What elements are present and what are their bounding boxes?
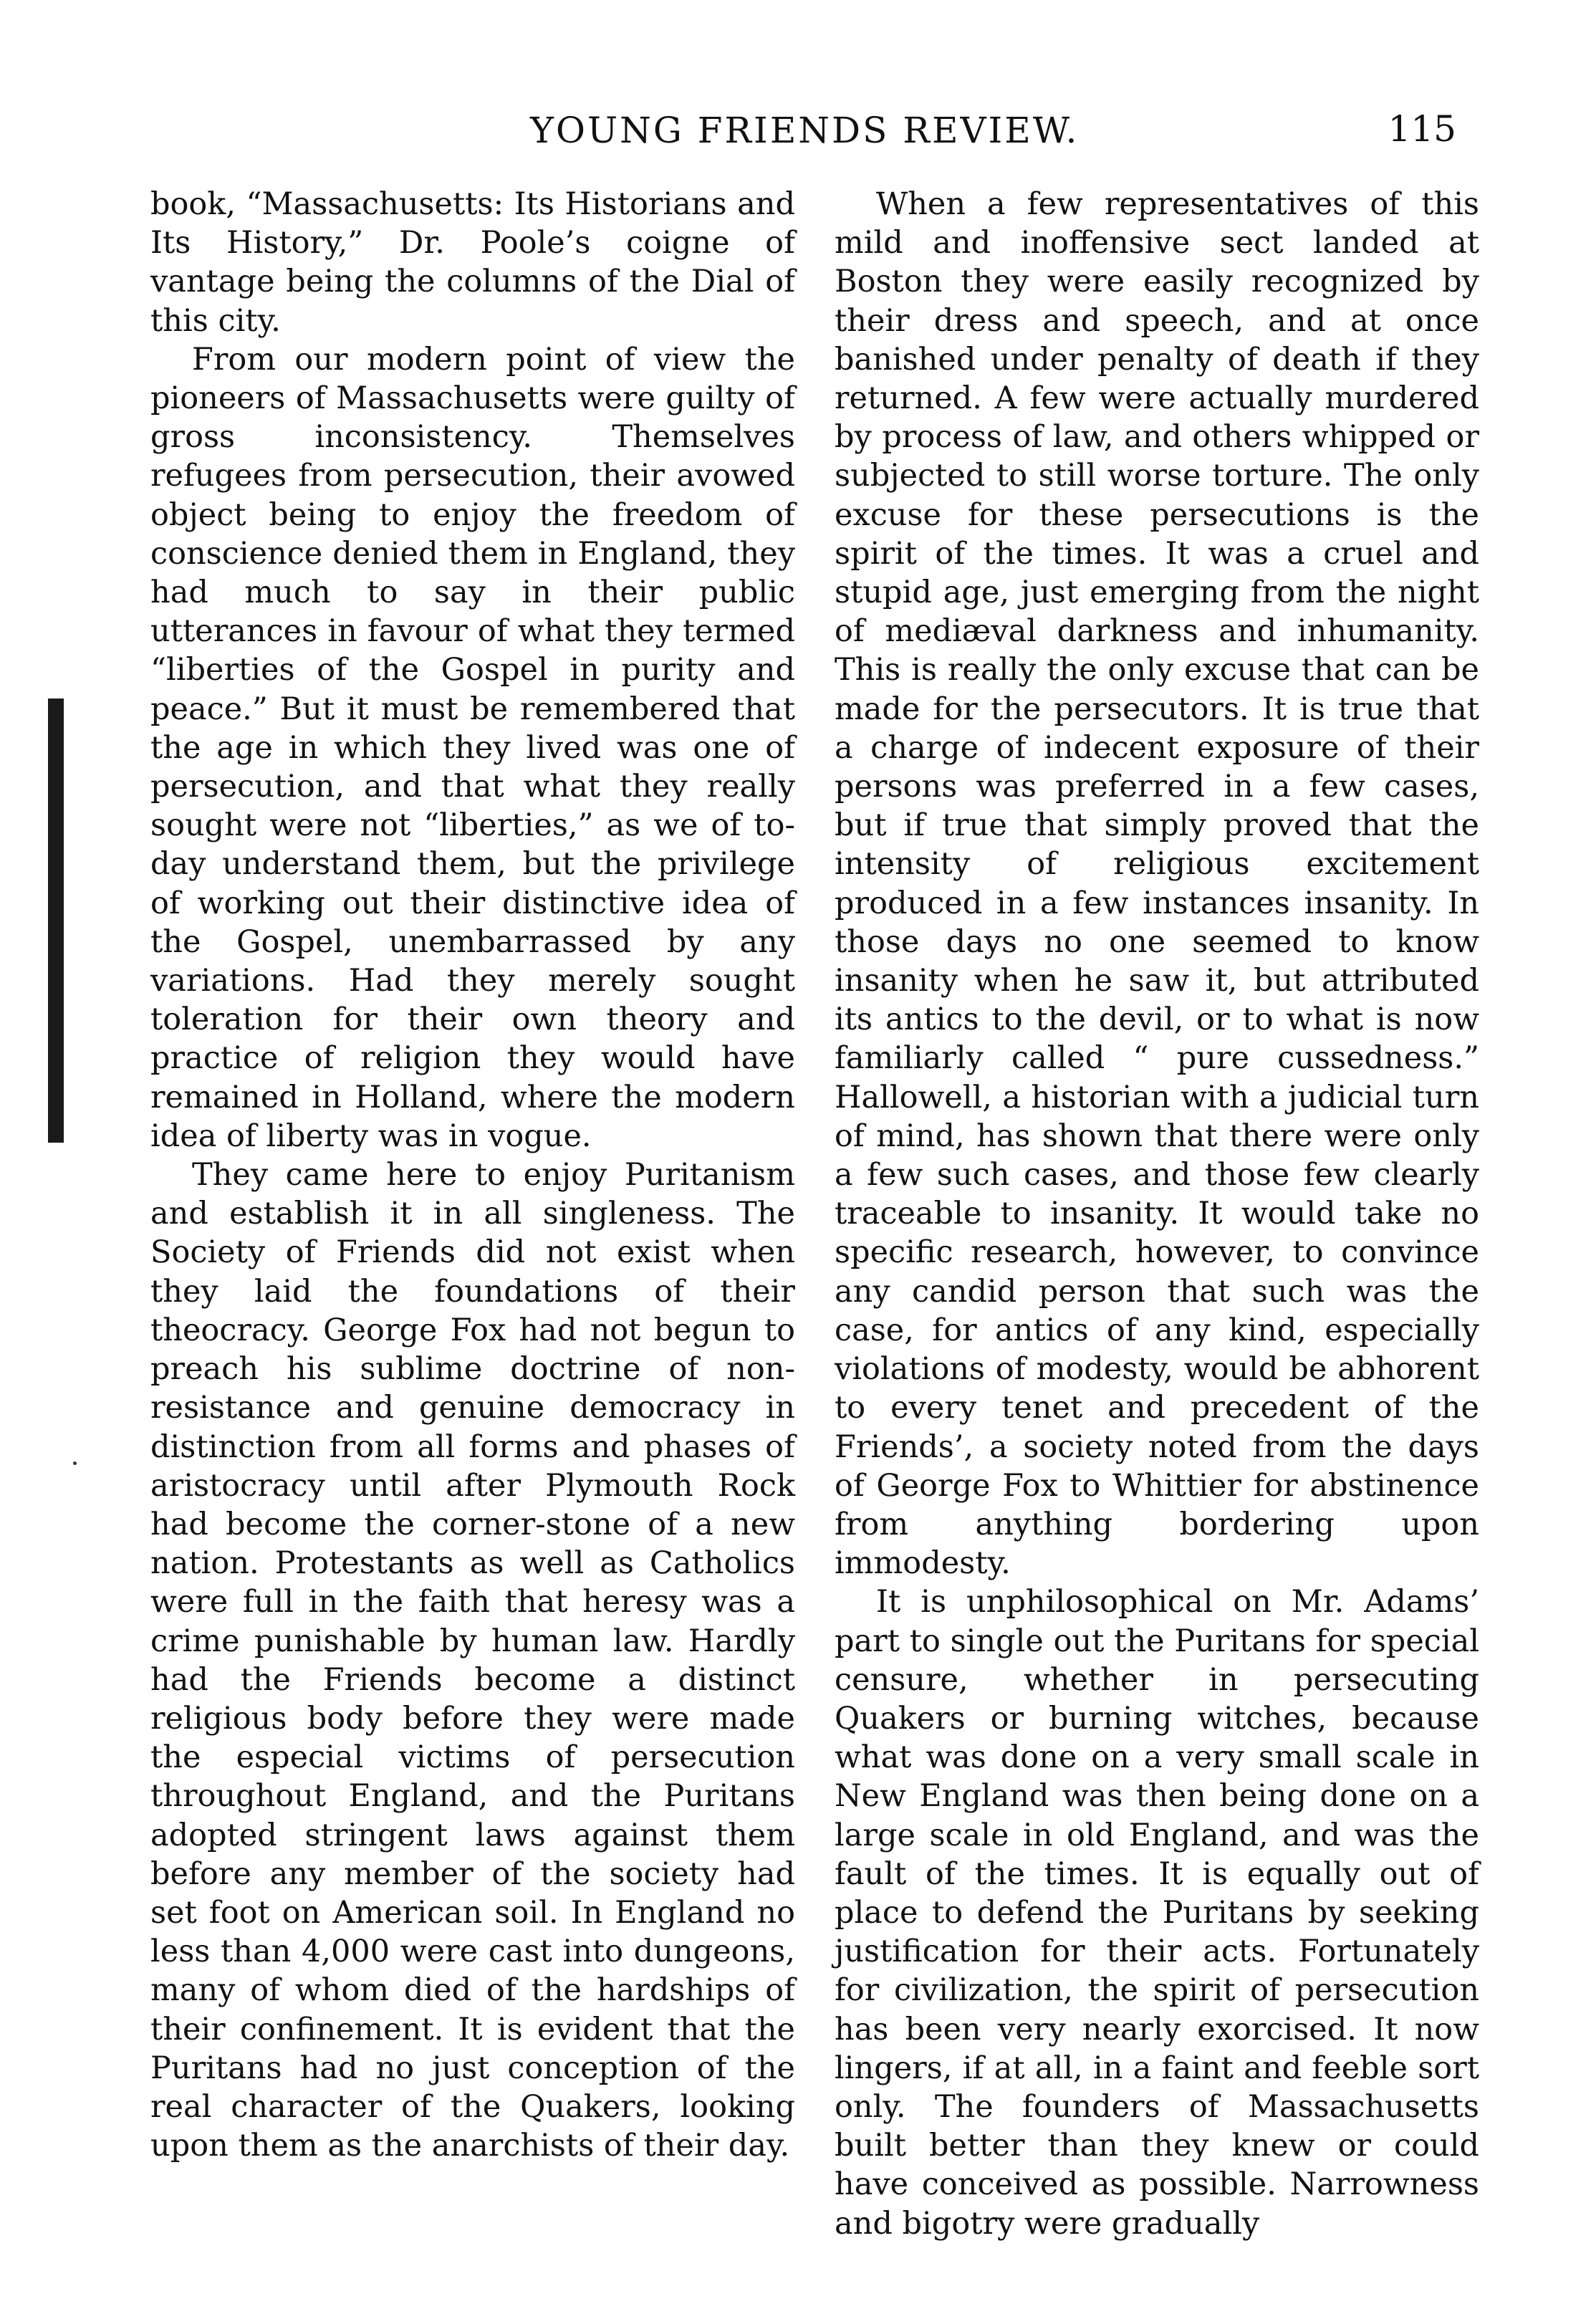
- paragraph: From our modern point of view the pioneers of Massachusetts were guilty of gross inconsistency. Themselves refugees from persecution, their avowed object being to enjoy the freedom of conscience denied them in England, they had much to say in their public utterances in favour of what they termed “liberties of the Gospel in purity and peace.” But it must be remembered that the age in which they lived was one of persecution, and that what they really sought were not “liberties,” as we of to-day understand them, but the privilege of working out their distinctive idea of the Gospel, unembarrassed by any variations. Had they merely sought toleration for their own theory and practice of religion they would have remained in Holland, where the modern idea of liberty was in vogue.: [150, 341, 795, 1154]
- page-number: 115: [1388, 108, 1456, 150]
- running-head: YOUNG FRIENDS REVIEW.: [530, 110, 1080, 151]
- paragraph: It is unphilosophical on Mr. Adams’ part to single out the Puritans for special censure, whether in persecuting Quakers or burning witches, because what was done on a very small scale in New England was then being done on a large scale in old England, and was the fault of the times. It is equally out of place to defend the Puritans by seeking justification for their acts. Fortunately for civilization, the spirit of persecution has been very nearly exorcised. It now lingers, if at all, in a faint and feeble sort only. The founders of Massachusetts built better than they knew or could have conceived as possible. Narrowness and bigotry were gradually: [835, 1584, 1479, 2242]
- left-column: [150, 185, 795, 2165]
- paragraph-continued: book, “Massachusetts: Its Historians and Its History,” Dr. Poole’s coigne of vantage being the columns of the Dial of this city.: [150, 186, 795, 339]
- paragraph: They came here to enjoy Puritanism and establish it in all singleness. The Society of Friends did not exist when they laid the foundations of their theocracy. George Fox had not begun to preach his sublime doctrine of non-resistance and genuine democracy in distinction from all forms and phases of aristocracy until after Plymouth Rock had become the corner-stone of a new nation. Protestants as well as Catholics were full in the faith that heresy was a crime punishable by human law. Hardly had the Friends become a distinct religious body before they were made the especial victims of persecution throughout England, and the Puritans adopted stringent laws against them before any member of the society had set foot on American soil. In England no less than 4,000 were cast into dungeons, many of whom died of the hardships of their confinement. It is evident that the Puritans had no just conception of the real character of the Quakers, looking upon them as the anarchists of their day.: [150, 1157, 795, 2164]
- margin-speck: [73, 1461, 77, 1465]
- margin-scan-mark: [48, 698, 64, 1143]
- right-column: [835, 185, 1479, 2243]
- paragraph: When a few representatives of this mild and inoffensive sect landed at Boston they were easily recognized by their dress and speech, and at once banished under penalty of death if they returned. A few were actually murdered by process of law, and others whipped or subjected to still worse torture. The only excuse for these persecutions is the spirit of the times. It was a cruel and stupid age, just emerging from the night of mediæval darkness and inhumanity. This is really the only excuse that can be made for the persecutors. It is true that a charge of indecent exposure of their persons was preferred in a few cases, but if true that simply proved that the intensity of religious excitement produced in a few instances insanity. In those days no one seemed to know insanity when he saw it, but attributed its antics to the devil, or to what is now familiarly called “ pure cussedness.” Hallowell, a historian with a judicial turn of mind, has shown that there were only a few such cases, and those few clearly traceable to insanity. It would take no specific research, however, to convince any candid person that such was the case, for antics of any kind, especially violations of modesty, would be abhorent to every tenet and precedent of the Friends’, a society noted from the days of George Fox to Whittier for abstinence from anything bordering upon immodesty.: [835, 186, 1479, 1582]
